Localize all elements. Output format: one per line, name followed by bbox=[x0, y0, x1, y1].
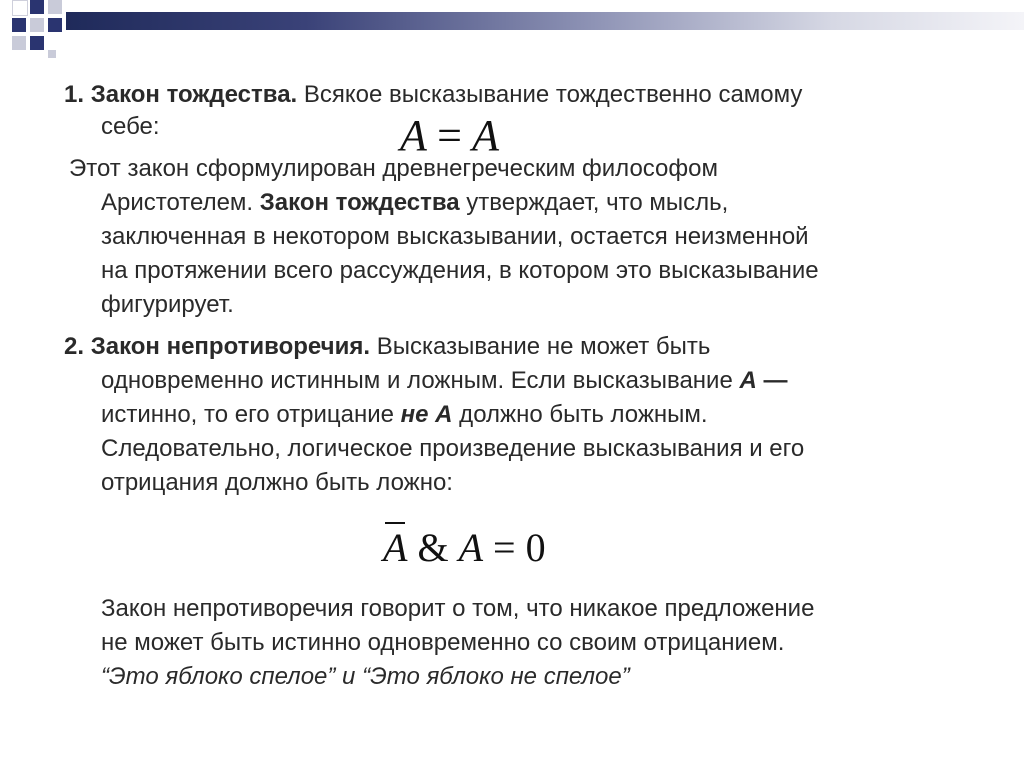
law1-text-line2: себе: bbox=[101, 113, 160, 140]
formula-noncontradiction bbox=[383, 524, 546, 572]
law1-note-line1: Этот закон сформулирован древнегреческим философом bbox=[69, 155, 718, 182]
decor-square bbox=[12, 18, 26, 32]
law2-var-a: А bbox=[739, 367, 757, 394]
law1-note-line2a: Аристотелем. bbox=[101, 189, 260, 216]
decor-square bbox=[48, 18, 62, 32]
decor-square bbox=[48, 0, 62, 14]
law1-note-line3: заключенная в некотором высказывании, остается неизменной bbox=[101, 223, 809, 250]
decor-square bbox=[12, 0, 28, 16]
decor-square bbox=[48, 50, 56, 58]
formula-zero: 0 bbox=[525, 525, 546, 570]
law2-title: Закон непротиворечия. bbox=[90, 333, 371, 360]
law2-line3c: должно быть ложным. bbox=[452, 401, 708, 428]
law2-note-example: “Это яблоко спелое” и “Это яблоко не спелое” bbox=[101, 663, 630, 690]
law2-dash: — bbox=[756, 367, 788, 394]
law2-not-a: не А bbox=[400, 401, 453, 428]
decor-square bbox=[30, 0, 44, 14]
law2-line2a: одновременно истинным и ложным. Если высказывание bbox=[101, 367, 740, 394]
law2-note-line1: Закон непротиворечия говорит о том, что никакое предложение bbox=[101, 595, 815, 622]
law2-number: 2. bbox=[64, 333, 85, 360]
decor-square bbox=[30, 18, 44, 32]
law2-note-line2: не может быть истинно одновременно со своим отрицанием. bbox=[101, 629, 785, 656]
formula-identity-eq: = bbox=[437, 111, 462, 160]
formula-identity bbox=[400, 112, 499, 160]
law1-heading-line bbox=[64, 80, 802, 110]
formula-identity-right: A bbox=[472, 111, 500, 160]
law1-note-line5: фигурирует. bbox=[101, 291, 234, 318]
law2-text-line3 bbox=[101, 400, 708, 430]
decor-square bbox=[12, 36, 26, 50]
decor-square bbox=[30, 36, 44, 50]
law1-note-line2 bbox=[101, 188, 728, 218]
law1-note-line4: на протяжении всего рассуждения, в котором это высказывание bbox=[101, 257, 819, 284]
law1-note-line2c: утверждает, что мысль, bbox=[459, 189, 729, 216]
header-decor-bar bbox=[66, 12, 1024, 30]
law1-note-bold-term: Закон тождества bbox=[259, 189, 460, 216]
law1-text: Всякое высказывание тождественно самому bbox=[297, 81, 803, 108]
law2-heading-line bbox=[64, 332, 710, 362]
law2-text-line2 bbox=[101, 366, 788, 396]
law1-title: Закон тождества. bbox=[90, 81, 298, 108]
formula-not-a: A bbox=[383, 525, 408, 570]
law2-text-line4: Следовательно, логическое произведение высказывания и его bbox=[101, 435, 805, 462]
law2-text: Высказывание не может быть bbox=[370, 333, 711, 360]
law1-number: 1. bbox=[64, 81, 85, 108]
formula-and: & bbox=[417, 525, 449, 570]
law2-line3a: истинно, то его отрицание bbox=[101, 401, 401, 428]
formula-identity-left: A bbox=[400, 111, 427, 160]
formula-a: A bbox=[458, 525, 483, 570]
law2-text-line5: отрицания должно быть ложно: bbox=[101, 469, 453, 496]
formula-eq: = bbox=[493, 525, 516, 570]
